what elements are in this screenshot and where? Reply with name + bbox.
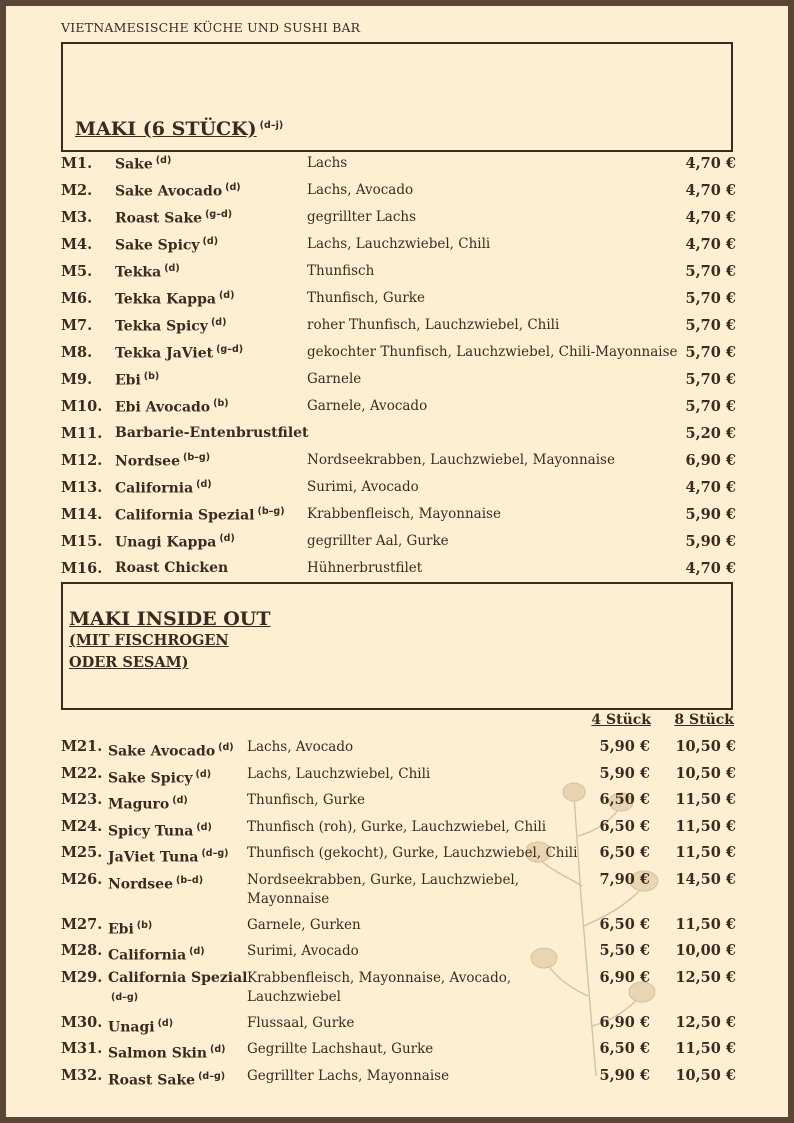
item-price: 5,90 € (685, 533, 736, 550)
item-name (108, 969, 248, 1012)
menu-page (6, 6, 788, 1117)
item-name-text: Tekka Spicy (115, 318, 208, 335)
item-name (115, 452, 210, 470)
item-allergen: (d) (172, 795, 188, 806)
item-allergen: (d) (195, 768, 212, 780)
item-name-text: Barbarie-Entenbrustfilet (115, 425, 309, 441)
menu-item-row (61, 501, 736, 528)
item-name (108, 871, 248, 895)
item-allergen: (g–d) (216, 344, 244, 355)
item-code: M31. (61, 1040, 103, 1057)
menu-item-row (61, 204, 736, 231)
item-allergen: (d) (218, 742, 234, 753)
item-name-text: Sake (115, 156, 153, 173)
item-price-4: 6,50 € (599, 791, 650, 808)
item-name-text: Roast Sake (108, 1072, 196, 1089)
item-allergen: (d) (155, 155, 172, 166)
item-code: M30. (61, 1013, 103, 1031)
item-code: M9. (61, 371, 93, 388)
item-name (115, 425, 309, 441)
menu-item-row (61, 150, 736, 177)
item-description: gegrillter Aal, Gurke (307, 533, 449, 549)
item-allergen: (b–g) (183, 452, 211, 463)
item-name-text: Roast Chicken (115, 560, 229, 576)
inside-out-list (61, 732, 736, 1087)
menu-item-row (61, 732, 736, 759)
item-name-text: Sake Avocado (115, 183, 223, 200)
item-price: 5,90 € (685, 506, 736, 523)
item-allergen: (d) (196, 479, 212, 490)
item-price-4: 5,90 € (599, 1066, 650, 1084)
item-price: 4,70 € (685, 479, 736, 496)
item-price-8: 10,50 € (675, 1066, 736, 1084)
item-price-4: 6,50 € (599, 844, 650, 861)
item-allergen: (d) (210, 1044, 226, 1055)
item-name-text: Sake Spicy (108, 770, 193, 787)
item-description: Nordseekrabben, Gurke, Lauchzwiebel, Mayonnaise (247, 871, 520, 907)
item-name-text: Ebi (115, 372, 141, 389)
restaurant-header: VIETNAMESISCHE KÜCHE UND SUSHI BAR (61, 20, 361, 35)
menu-item-row (61, 838, 736, 865)
inside-out-title-box (61, 582, 733, 710)
item-price: 4,70 € (685, 236, 736, 253)
item-description: Thunfisch, Gurke (307, 290, 425, 306)
item-name-text: Spicy Tuna (108, 823, 194, 840)
item-name-text: Sake Spicy (115, 237, 200, 254)
item-code: M28. (61, 942, 103, 959)
item-price: 5,70 € (685, 317, 736, 334)
item-name (115, 506, 285, 524)
menu-item-row (61, 177, 736, 204)
item-name (115, 155, 171, 173)
item-code: M2. (61, 182, 93, 199)
item-price: 5,20 € (685, 425, 736, 442)
item-price-8: 10,50 € (675, 738, 736, 755)
item-price: 5,70 € (685, 398, 736, 415)
menu-item-row (61, 1008, 736, 1035)
item-price: 5,70 € (685, 371, 736, 388)
item-name-text: Nordsee (115, 453, 180, 470)
item-code: M13. (61, 479, 103, 496)
item-description: Lachs, Lauchzwiebel, Chili (307, 236, 491, 252)
item-price-8: 11,50 € (675, 817, 736, 835)
item-name-text: Unagi Kappa (115, 534, 217, 551)
item-description: Garnele, Gurken (247, 916, 361, 933)
item-name (115, 398, 229, 416)
item-description: Garnele, Avocado (307, 398, 428, 414)
item-code: M26. (61, 870, 103, 888)
item-name-text: Maguro (108, 796, 170, 813)
item-price-4: 6,90 € (599, 968, 650, 986)
item-description: Garnele (307, 371, 362, 387)
menu-item-row (61, 785, 736, 812)
item-price: 5,70 € (685, 290, 736, 307)
item-description: roher Thunfisch, Lauchzwiebel, Chili (307, 317, 560, 333)
item-code: M1. (61, 155, 93, 172)
maki-list (61, 150, 736, 582)
item-price-4: 6,50 € (599, 1040, 650, 1057)
item-price-4: 7,90 € (599, 870, 650, 888)
item-allergen: (d) (218, 290, 235, 301)
item-allergen: (d) (202, 236, 219, 247)
item-description: Nordseekrabben, Lauchzwiebel, Mayonnaise (307, 452, 615, 468)
item-description: Krabbenfleisch, Mayonnaise, Avocado, Lauchzwiebel (247, 969, 512, 1005)
menu-item-row (61, 1034, 736, 1061)
item-price: 5,70 € (685, 263, 736, 280)
col-header-4-stueck: 4 Stück (591, 712, 651, 728)
item-allergen: (d) (225, 182, 241, 193)
item-name (115, 371, 159, 389)
item-code: M5. (61, 263, 93, 280)
item-name (115, 560, 228, 576)
item-code: M22. (61, 764, 103, 782)
item-allergen: (d) (196, 821, 212, 833)
item-allergen: (b) (143, 371, 160, 382)
item-price: 4,70 € (685, 209, 736, 226)
inside-out-section-title (69, 608, 271, 674)
item-name-text: California (108, 947, 187, 964)
item-allergen: (d) (189, 946, 205, 957)
item-allergen: (d–g) (198, 1070, 226, 1082)
item-code: M14. (61, 506, 103, 523)
item-price-8: 11,50 € (675, 844, 736, 861)
item-allergen: (d–g) (201, 848, 229, 859)
item-allergen: (d) (210, 317, 227, 328)
item-allergen: (d) (157, 1017, 174, 1029)
item-description: Flussaal, Gurke (247, 1014, 355, 1031)
item-name-text: Nordsee (108, 876, 173, 893)
item-name-text: Ebi (108, 921, 134, 938)
item-description: Lachs, Lauchzwiebel, Chili (247, 765, 431, 782)
item-description: Thunfisch (307, 263, 375, 279)
menu-item-row (61, 312, 736, 339)
menu-item-row (61, 420, 736, 447)
item-name (115, 182, 241, 200)
menu-item-row (61, 447, 736, 474)
menu-item-row (61, 393, 736, 420)
item-description: gegrillter Lachs (307, 209, 417, 225)
item-name-text: Tekka (115, 264, 162, 281)
maki-section-title (75, 118, 283, 140)
item-price-4: 6,50 € (599, 817, 650, 835)
item-name-text: Ebi Avocado (115, 399, 211, 416)
item-code: M24. (61, 817, 103, 835)
item-price-8: 12,50 € (675, 968, 736, 986)
item-price-8: 11,50 € (675, 1040, 736, 1057)
item-price: 6,90 € (685, 452, 736, 469)
item-description: Krabbenfleisch, Mayonnaise (307, 506, 501, 522)
item-price-8: 10,00 € (675, 942, 736, 959)
maki-title-allergen: (d–j) (259, 119, 284, 131)
item-price: 5,70 € (685, 344, 736, 361)
item-description: Thunfisch, Gurke (247, 792, 365, 808)
item-code: M15. (61, 533, 103, 550)
menu-item-row (61, 366, 736, 393)
item-name-text: Salmon Skin (108, 1045, 208, 1062)
item-price-4: 6,50 € (599, 915, 650, 933)
item-name (108, 1067, 248, 1091)
item-name (115, 317, 226, 335)
item-description: Gegrillter Lachs, Mayonnaise (247, 1067, 450, 1084)
item-price-8: 10,50 € (675, 764, 736, 782)
item-code: M21. (61, 738, 103, 755)
menu-item-row (61, 231, 736, 258)
item-price: 4,70 € (685, 560, 736, 577)
item-code: M23. (61, 791, 103, 808)
item-code: M29. (61, 968, 103, 986)
item-description: Hühnerbrustfilet (307, 560, 423, 576)
item-name-text: California (115, 480, 194, 497)
item-price: 4,70 € (685, 155, 736, 172)
item-name (115, 290, 234, 308)
item-name (115, 263, 180, 281)
item-code: M32. (61, 1066, 103, 1084)
col-header-8-stueck: 8 Stück (674, 712, 734, 728)
item-code: M25. (61, 844, 103, 861)
item-name-text: California Spezial (108, 969, 248, 986)
item-allergen: (g–d) (205, 209, 233, 220)
item-code: M11. (61, 425, 103, 442)
item-price-4: 5,90 € (599, 738, 650, 755)
item-code: M4. (61, 236, 93, 253)
item-allergen: (d) (219, 533, 235, 544)
menu-item-row (61, 1061, 736, 1088)
item-allergen: (b) (136, 919, 153, 931)
item-price-4: 5,50 € (599, 942, 650, 959)
item-name (115, 209, 232, 227)
menu-item-row (61, 812, 736, 839)
item-name-text: Unagi (108, 1019, 155, 1036)
item-name-text: Tekka Kappa (115, 291, 216, 308)
item-price-8: 12,50 € (675, 1013, 736, 1031)
item-name-text: California Spezial (115, 507, 255, 524)
item-description: Lachs, Avocado (247, 739, 354, 755)
item-allergen: (d) (164, 263, 180, 274)
inside-out-title-text: MAKI INSIDE OUT (69, 608, 271, 630)
item-allergen: (d–g) (111, 991, 139, 1003)
item-name (115, 344, 243, 362)
item-description: Lachs, Avocado (307, 182, 414, 198)
item-allergen: (b–d) (176, 874, 204, 886)
item-description: gekochter Thunfisch, Lauchzwiebel, Chili-Mayonnaise (307, 344, 678, 360)
item-description: Gegrillte Lachshaut, Gurke (247, 1041, 434, 1057)
menu-item-row (61, 865, 736, 910)
menu-item-row (61, 759, 736, 786)
inside-out-subtitle-2: ODER SESAM) (69, 654, 189, 671)
item-name (115, 479, 212, 497)
menu-item-row (61, 258, 736, 285)
menu-item-row (61, 936, 736, 963)
item-name (115, 236, 218, 254)
item-description: Thunfisch (roh), Gurke, Lauchzwiebel, Chili (247, 818, 547, 835)
item-allergen: (b) (213, 398, 229, 409)
item-name (115, 533, 235, 551)
maki-title-box (61, 42, 733, 152)
item-price-4: 6,90 € (599, 1013, 650, 1031)
item-description: Thunfisch (gekocht), Gurke, Lauchzwiebel, Chili (247, 845, 578, 861)
menu-item-row (61, 910, 736, 937)
item-name-text: JaViet Tuna (108, 849, 199, 866)
item-code: M10. (61, 398, 103, 415)
item-description: Surimi, Avocado (247, 943, 359, 959)
item-price: 4,70 € (685, 182, 736, 199)
item-code: M8. (61, 344, 93, 361)
item-code: M6. (61, 290, 93, 307)
menu-item-row (61, 474, 736, 501)
menu-item-row (61, 528, 736, 555)
menu-item-row (61, 963, 736, 1008)
menu-item-row (61, 285, 736, 312)
item-price-8: 11,50 € (675, 915, 736, 933)
item-code: M27. (61, 915, 103, 933)
item-description: Lachs (307, 155, 348, 171)
item-description: Surimi, Avocado (307, 479, 419, 495)
item-name-text: Sake Avocado (108, 743, 216, 760)
item-code: M12. (61, 452, 103, 469)
item-price-8: 11,50 € (675, 791, 736, 808)
menu-item-row (61, 339, 736, 366)
maki-title-text: MAKI (6 STÜCK) (75, 118, 257, 140)
item-price-8: 14,50 € (675, 870, 736, 888)
item-name-text: Roast Sake (115, 210, 203, 227)
item-code: M16. (61, 560, 103, 577)
item-price-4: 5,90 € (599, 764, 650, 782)
item-code: M7. (61, 317, 93, 334)
item-allergen: (b–g) (257, 506, 285, 517)
menu-item-row (61, 555, 736, 582)
item-name-text: Tekka JaViet (115, 345, 214, 362)
item-code: M3. (61, 209, 93, 226)
inside-out-subtitle-1: (MIT FISCHROGEN (69, 632, 229, 649)
